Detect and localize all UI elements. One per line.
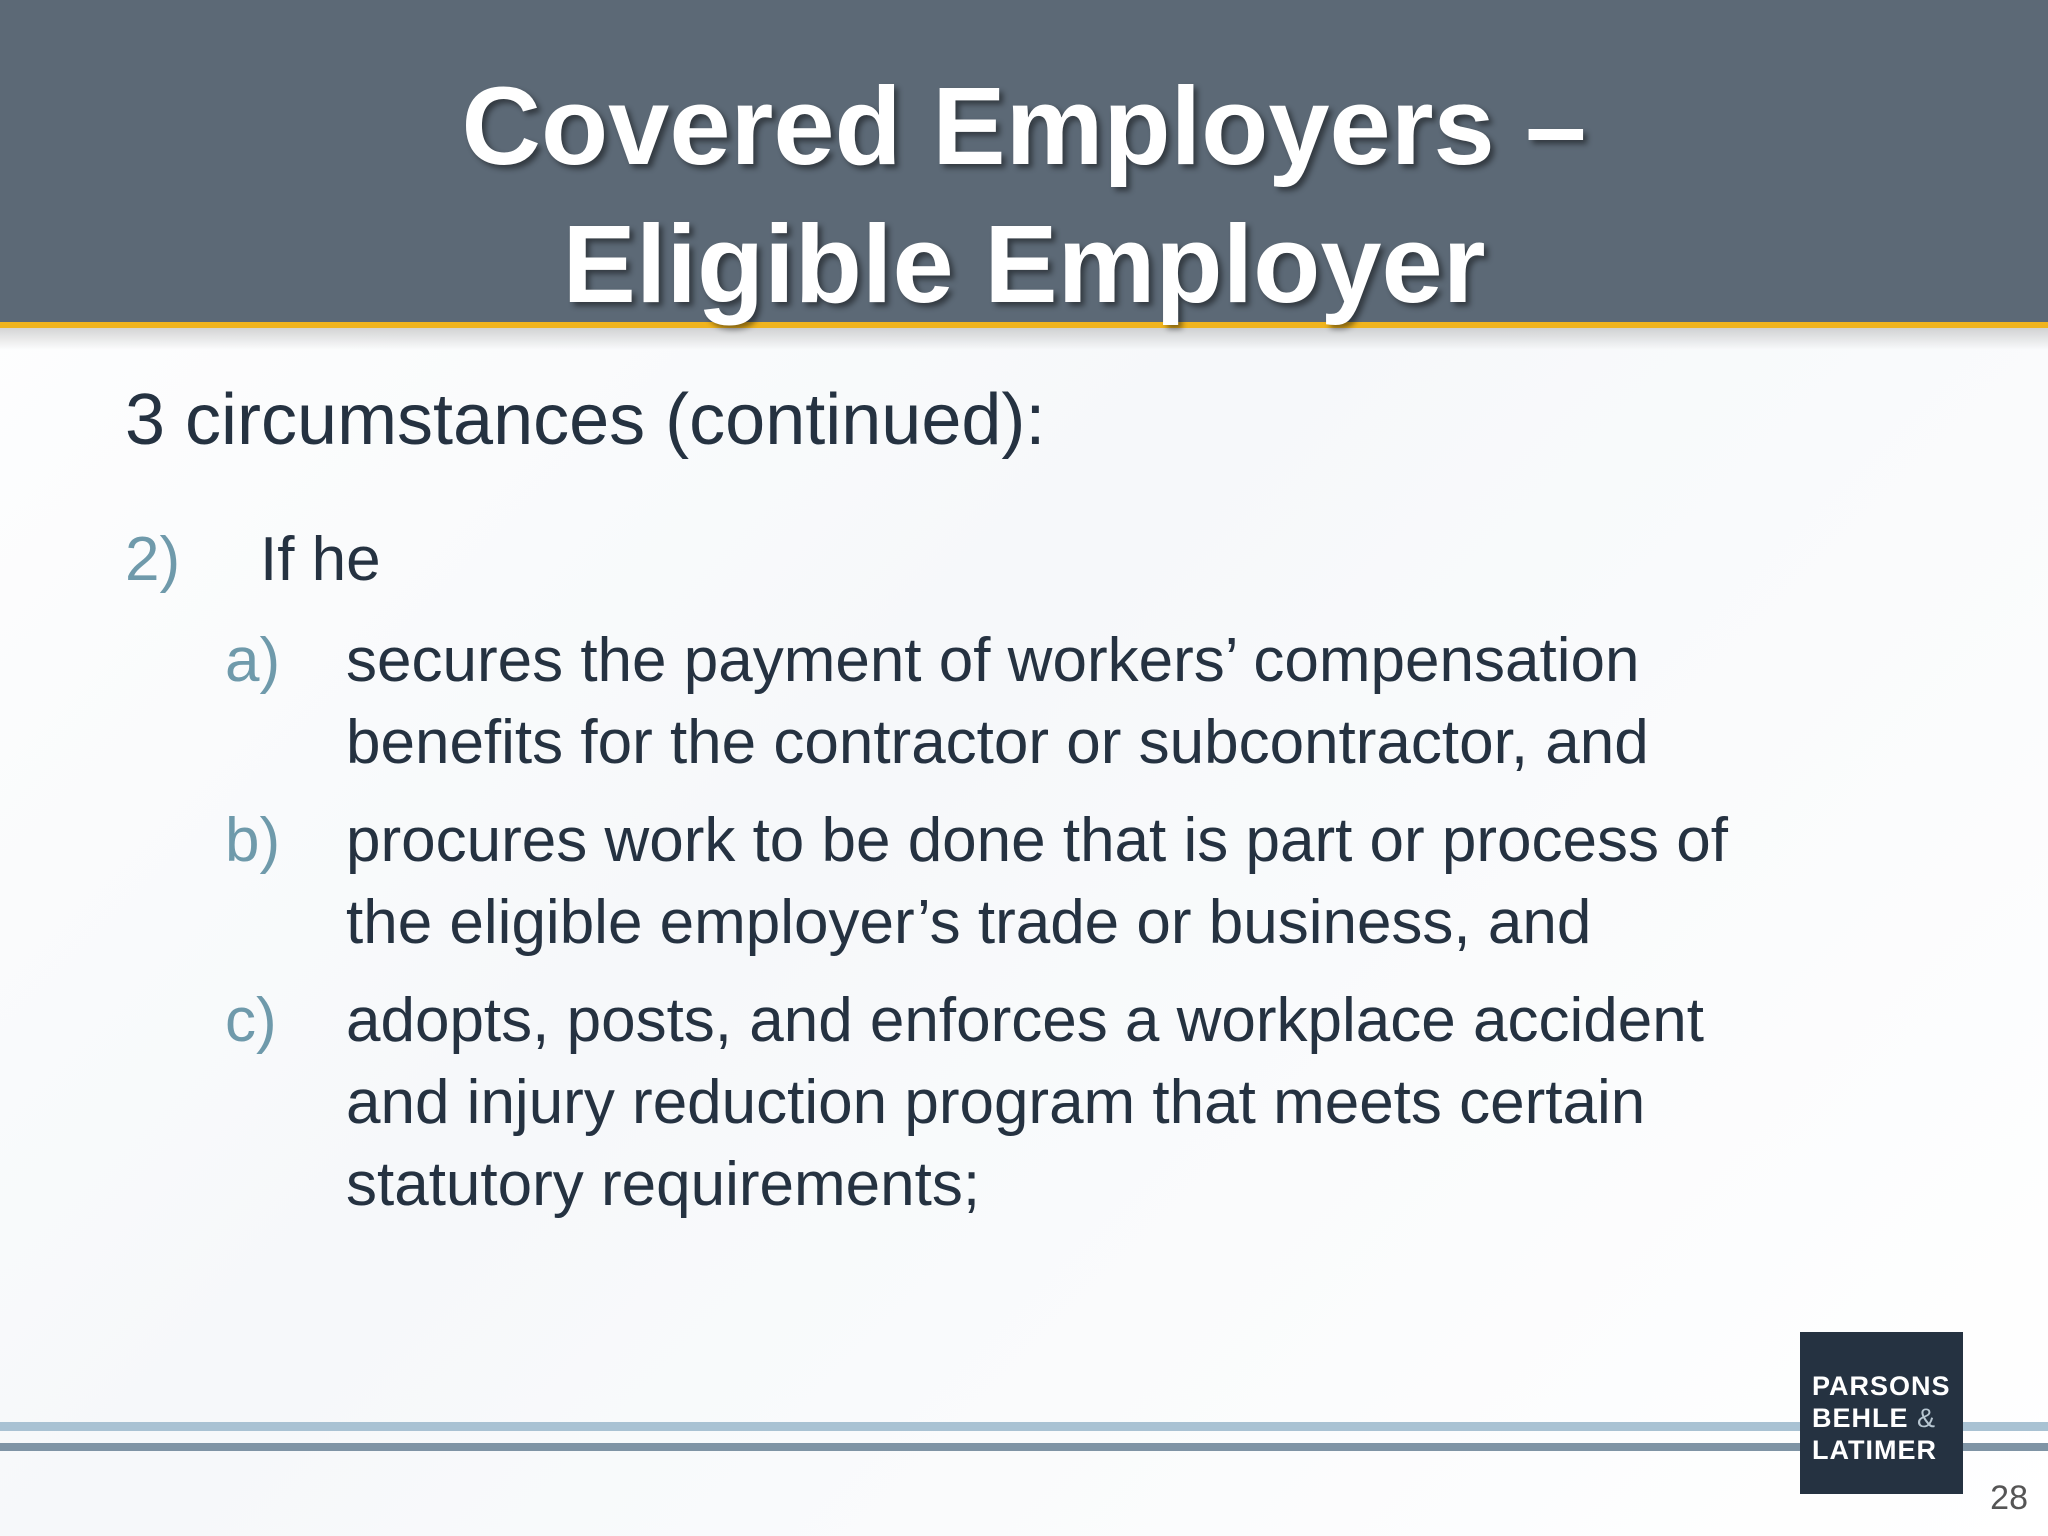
sub-item-line: secures the payment of workers’ compensation xyxy=(346,626,1640,695)
sub-item-line: benefits for the contractor or subcontractor, and xyxy=(346,708,1649,777)
logo-word-behle: BEHLE xyxy=(1812,1403,1909,1433)
list-marker: 2) xyxy=(125,525,181,594)
slide-title-line-1: Covered Employers – xyxy=(461,65,1587,188)
sub-item-line: and injury reduction program that meets certain xyxy=(346,1068,1646,1137)
sub-item-line: procures work to be done that is part or process of xyxy=(346,806,1728,875)
sub-item-text xyxy=(346,980,2046,1226)
logo-line-1: PARSONS xyxy=(1812,1371,1951,1401)
sub-item-line: statutory requirements; xyxy=(346,1150,981,1219)
slide-title-line-2: Eligible Employer xyxy=(562,203,1486,326)
sub-item-line: the eligible employer’s trade or business, and xyxy=(346,888,1592,957)
firm-logo xyxy=(1800,1332,1963,1494)
sub-item-text xyxy=(346,800,2046,964)
logo-ampersand: & xyxy=(1917,1403,1937,1433)
slide-title xyxy=(0,58,2048,334)
sub-item-marker: b) xyxy=(225,806,281,875)
logo-line-3: LATIMER xyxy=(1812,1435,1937,1465)
logo-line-2 xyxy=(1812,1402,1963,1434)
page-number: 28 xyxy=(1990,1479,2028,1517)
sub-item-marker: c) xyxy=(225,986,277,1055)
sub-item-marker: a) xyxy=(225,626,281,695)
sub-item-text xyxy=(346,620,2046,784)
list-item-text: If he xyxy=(260,525,381,594)
sub-item-line: adopts, posts, and enforces a workplace accident xyxy=(346,986,1704,1055)
footer-rule-light xyxy=(0,1422,2048,1431)
slide-subtitle: 3 circumstances (continued): xyxy=(125,380,1046,460)
footer-rule-dark xyxy=(0,1443,2048,1451)
